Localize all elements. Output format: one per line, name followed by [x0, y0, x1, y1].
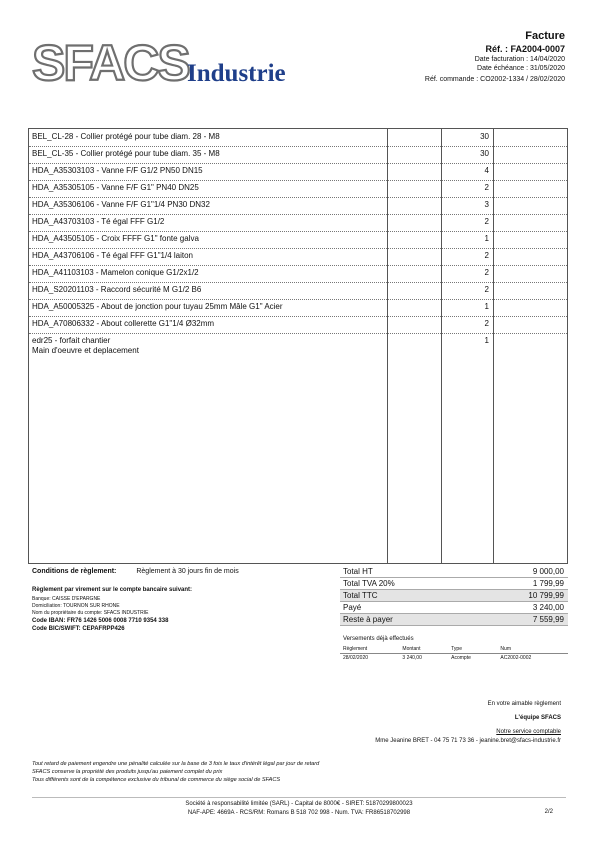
item-description: HDA_A41103103 - Mamelon conique G1/2x1/2 — [32, 268, 199, 277]
item-quantity: 1 — [484, 336, 489, 345]
payment-cell: 3 240,00 — [402, 655, 422, 661]
item-quantity: 2 — [484, 217, 489, 226]
greeting: En votre aimable règlement — [487, 701, 561, 707]
item-quantity: 2 — [484, 285, 489, 294]
item-description: HDA_A43703103 - Té égal FFF G1/2 — [32, 217, 165, 226]
total-row — [340, 578, 568, 590]
item-description: HDA_A35306106 - Vanne F/F G1"1/4 PN30 DN32 — [32, 200, 210, 209]
payments-table — [340, 645, 568, 662]
payments-column-header: Montant — [399, 645, 448, 654]
payments-made — [340, 636, 568, 662]
payment-cell: AC2002-0002 — [500, 655, 532, 661]
item-description: HDA_A35303103 - Vanne F/F G1/2 PN50 DN15 — [32, 166, 203, 175]
team-name: L'équipe SFACS — [514, 715, 561, 721]
bank-name: Banque: CAISSE D'EPARGNE — [32, 596, 101, 602]
service-name: Notre service comptable — [496, 729, 561, 735]
invoice-date: Date facturation : 14/04/2020 — [474, 56, 565, 63]
conditions-value: Règlement à 30 jours fin de mois — [136, 568, 239, 575]
item-description: HDA_S20201103 - Raccord sécurité M G1/2 B6 — [32, 285, 202, 294]
totals-table — [340, 566, 568, 626]
payments-heading: Versements déjà effectués — [343, 636, 414, 642]
item-row — [29, 265, 567, 283]
bic: Code BIC/SWIFT: CEPAFRPP426 — [32, 626, 125, 632]
item-quantity: 2 — [484, 251, 489, 260]
logo-brand-text: SFACS — [32, 36, 189, 91]
item-description: BEL_CL-28 - Collier protégé pour tube diam. 28 - M8 — [32, 132, 220, 141]
payment-conditions — [32, 568, 332, 575]
legal-line: Tous différents sont de la compétence exclusive du tribunal de commerce du siège social de SFACS — [32, 777, 281, 783]
item-row — [29, 180, 567, 198]
item-quantity: 2 — [484, 268, 489, 277]
doc-type: Facture — [525, 30, 565, 42]
payment-row — [340, 654, 568, 663]
invoice-header — [305, 30, 565, 85]
item-row — [29, 299, 567, 317]
item-row — [29, 231, 567, 249]
item-row — [29, 197, 567, 215]
total-value: 7 559,99 — [532, 615, 564, 624]
item-description: BEL_CL-35 - Collier protégé pour tube diam. 35 - M8 — [32, 149, 220, 158]
payments-column-header: Type — [448, 645, 497, 654]
contact-line: Mme Jeanine BRET - 04 75 71 73 36 - jeanine.bret@sfacs-industrie.fr — [375, 738, 561, 744]
item-row — [29, 129, 567, 147]
bank-heading: Règlement par virement sur le compte bancaire suivant: — [32, 587, 193, 593]
total-label: Reste à payer — [343, 615, 393, 624]
due-date: Date échéance : 31/05/2020 — [477, 65, 565, 72]
legal-line: Tout retard de paiement engendre une pénalité calculée sur la base de 3 fois le taux d'intérêt légal par jour de retard — [32, 761, 320, 767]
item-row — [29, 316, 567, 334]
invoice-ref: Réf. : FA2004-0007 — [485, 44, 565, 54]
bank-domiciliation: Domiciliation: TOURNON SUR RHONE — [32, 603, 120, 609]
item-quantity: 1 — [484, 302, 489, 311]
payments-column-header: Règlement — [340, 645, 399, 654]
total-row — [340, 590, 568, 602]
iban: Code IBAN: FR76 1426 5006 0008 7710 9354 338 — [32, 618, 169, 624]
account-owner: Nom du propriétaire du compte: SFACS INDUSTRIE — [32, 610, 149, 616]
bank-details — [32, 587, 332, 633]
total-label: Total TVA 20% — [343, 579, 395, 588]
item-quantity: 2 — [484, 319, 489, 328]
item-description: HDA_A43505105 - Croix FFFF G1" fonte galva — [32, 234, 199, 243]
footer-divider — [32, 797, 566, 798]
item-quantity: 4 — [484, 166, 489, 175]
item-row — [29, 248, 567, 266]
total-label: Total TTC — [343, 591, 378, 600]
item-description: HDA_A50005325 - About de jonction pour tuyau 25mm Mâle G1" Acier — [32, 302, 283, 311]
item-description: edr25 - forfait chantier Main d'oeuvre et deplacement — [32, 336, 139, 355]
footer-line-2: NAF-APE: 4669A - RCS/RM: Romans B 518 702 998 - Num. TVA: FR86518702998 — [187, 810, 411, 816]
total-row — [340, 602, 568, 614]
item-row — [29, 282, 567, 300]
page-number: 2/2 — [544, 809, 553, 815]
item-row — [29, 146, 567, 164]
item-quantity: 30 — [480, 149, 489, 158]
signature-block — [301, 700, 561, 744]
item-description: HDA_A70806332 - About collerette G1"1/4 Ø32mm — [32, 319, 215, 328]
item-description: HDA_A35305105 - Vanne F/F G1" PN40 DN25 — [32, 183, 199, 192]
conditions-label: Conditions de règlement: — [32, 568, 117, 575]
total-value: 3 240,00 — [532, 603, 564, 612]
total-row — [340, 566, 568, 578]
total-row — [340, 614, 568, 626]
total-value: 10 799,99 — [528, 591, 564, 600]
total-label: Payé — [343, 603, 362, 612]
items-table — [28, 128, 568, 564]
payments-column-header: Num — [497, 645, 568, 654]
footer — [32, 800, 566, 818]
order-ref: Réf. commande : CO2002-1334 / 28/02/2020 — [424, 76, 565, 83]
payment-cell: Acompte — [451, 655, 471, 661]
legal-line: SFACS conserve la propriété des produits jusqu'au paiement complet du prix — [32, 769, 223, 775]
item-quantity: 1 — [484, 234, 489, 243]
logo-sub-text: Industrie — [187, 60, 286, 87]
total-value: 1 799,99 — [532, 579, 564, 588]
company-logo — [32, 36, 317, 92]
item-row — [29, 163, 567, 181]
item-quantity: 30 — [480, 132, 489, 141]
payment-cell: 28/02/2020 — [343, 655, 369, 661]
total-label: Total HT — [343, 567, 373, 576]
footer-line-1: Société à responsabilité limitée (SARL) - Capital de 8000€ - SIRET: 51870299800023 — [185, 801, 413, 807]
item-quantity: 2 — [484, 183, 489, 192]
item-row — [29, 214, 567, 232]
legal-notes — [32, 760, 452, 784]
total-value: 9 000,00 — [532, 567, 564, 576]
item-quantity: 3 — [484, 200, 489, 209]
item-description: HDA_A43706106 - Té égal FFF G1"1/4 laiton — [32, 251, 194, 260]
